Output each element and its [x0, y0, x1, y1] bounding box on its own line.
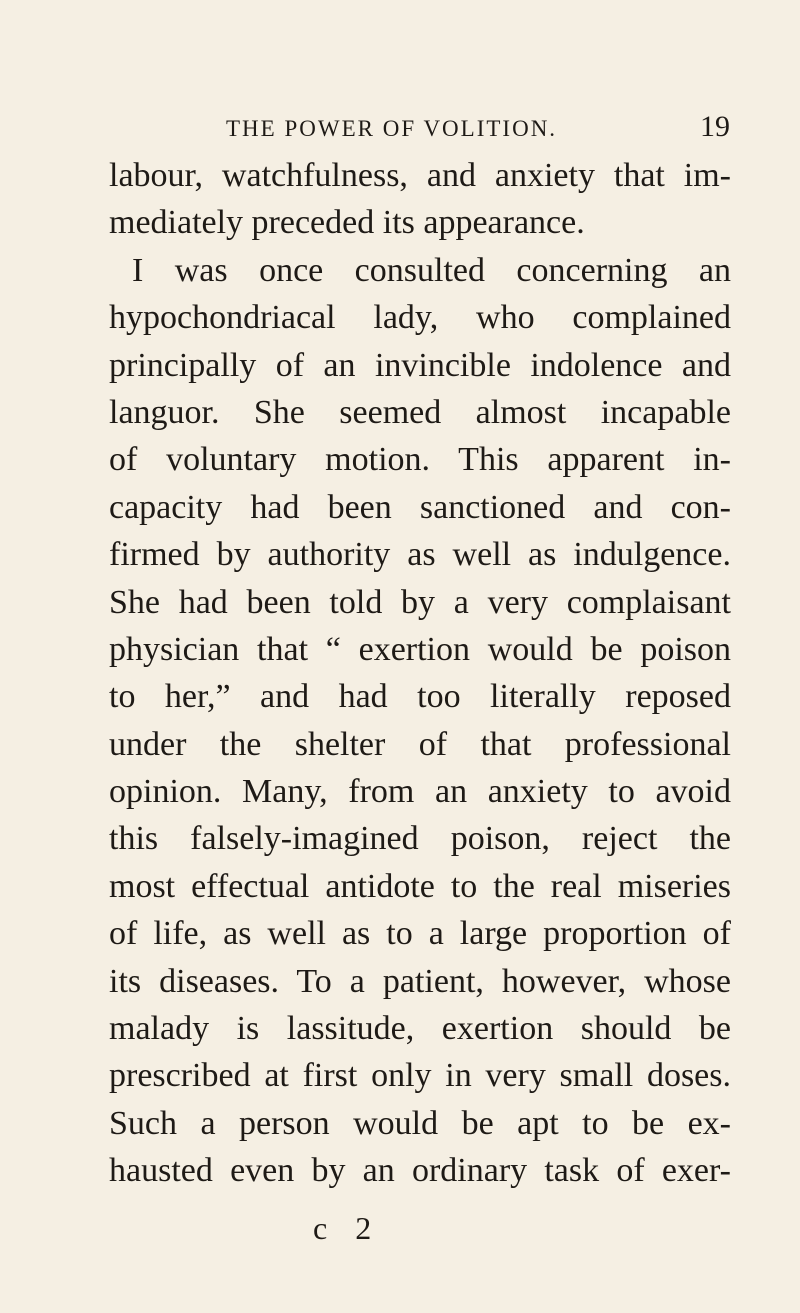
- text-line: labour, watchfulness, and anxiety that im-: [109, 157, 731, 194]
- text-line: this falsely-imagined poison, reject the: [109, 820, 731, 858]
- text-line: principally of an invincible indolence and: [109, 346, 731, 384]
- text-line: She had been told by a very complaisant: [109, 583, 731, 621]
- text-line: most effectual antidote to the real miseries: [109, 867, 731, 905]
- text-line: Such a person would be apt to be ex-: [109, 1104, 731, 1142]
- text-line: hausted even by an ordinary task of exer-: [109, 1152, 731, 1190]
- text-line: mediately preceded its appearance.: [109, 204, 585, 242]
- text-line: prescribed at first only in very small doses.: [109, 1057, 731, 1095]
- text-line: hypochondriacal lady, who complained: [109, 299, 731, 337]
- text-line: of voluntary motion. This apparent in-: [109, 441, 731, 479]
- text-line: firmed by authority as well as indulgence.: [109, 536, 731, 574]
- text-line: malady is lassitude, exertion should be: [109, 1010, 731, 1048]
- text-line: opinion. Many, from an anxiety to avoid: [109, 773, 731, 811]
- running-title: THE POWER OF VOLITION.: [226, 116, 558, 141]
- signature-mark: c 2: [313, 1210, 382, 1246]
- text-line: physician that “ exertion would be poison: [109, 630, 731, 668]
- text-line: I was once consulted concerning an: [132, 251, 731, 289]
- text-line: to her,” and had too literally reposed: [109, 678, 731, 716]
- page-number: 19: [700, 110, 730, 143]
- text-line: languor. She seemed almost incapable: [109, 393, 731, 431]
- text-line: under the shelter of that professional: [109, 725, 731, 763]
- running-head: [110, 110, 730, 150]
- body-text: [109, 152, 731, 1195]
- text-line: its diseases. To a patient, however, whose: [109, 962, 731, 1000]
- text-line: of life, as well as to a large proportion of: [109, 915, 731, 953]
- text-line: capacity had been sanctioned and con-: [109, 488, 731, 526]
